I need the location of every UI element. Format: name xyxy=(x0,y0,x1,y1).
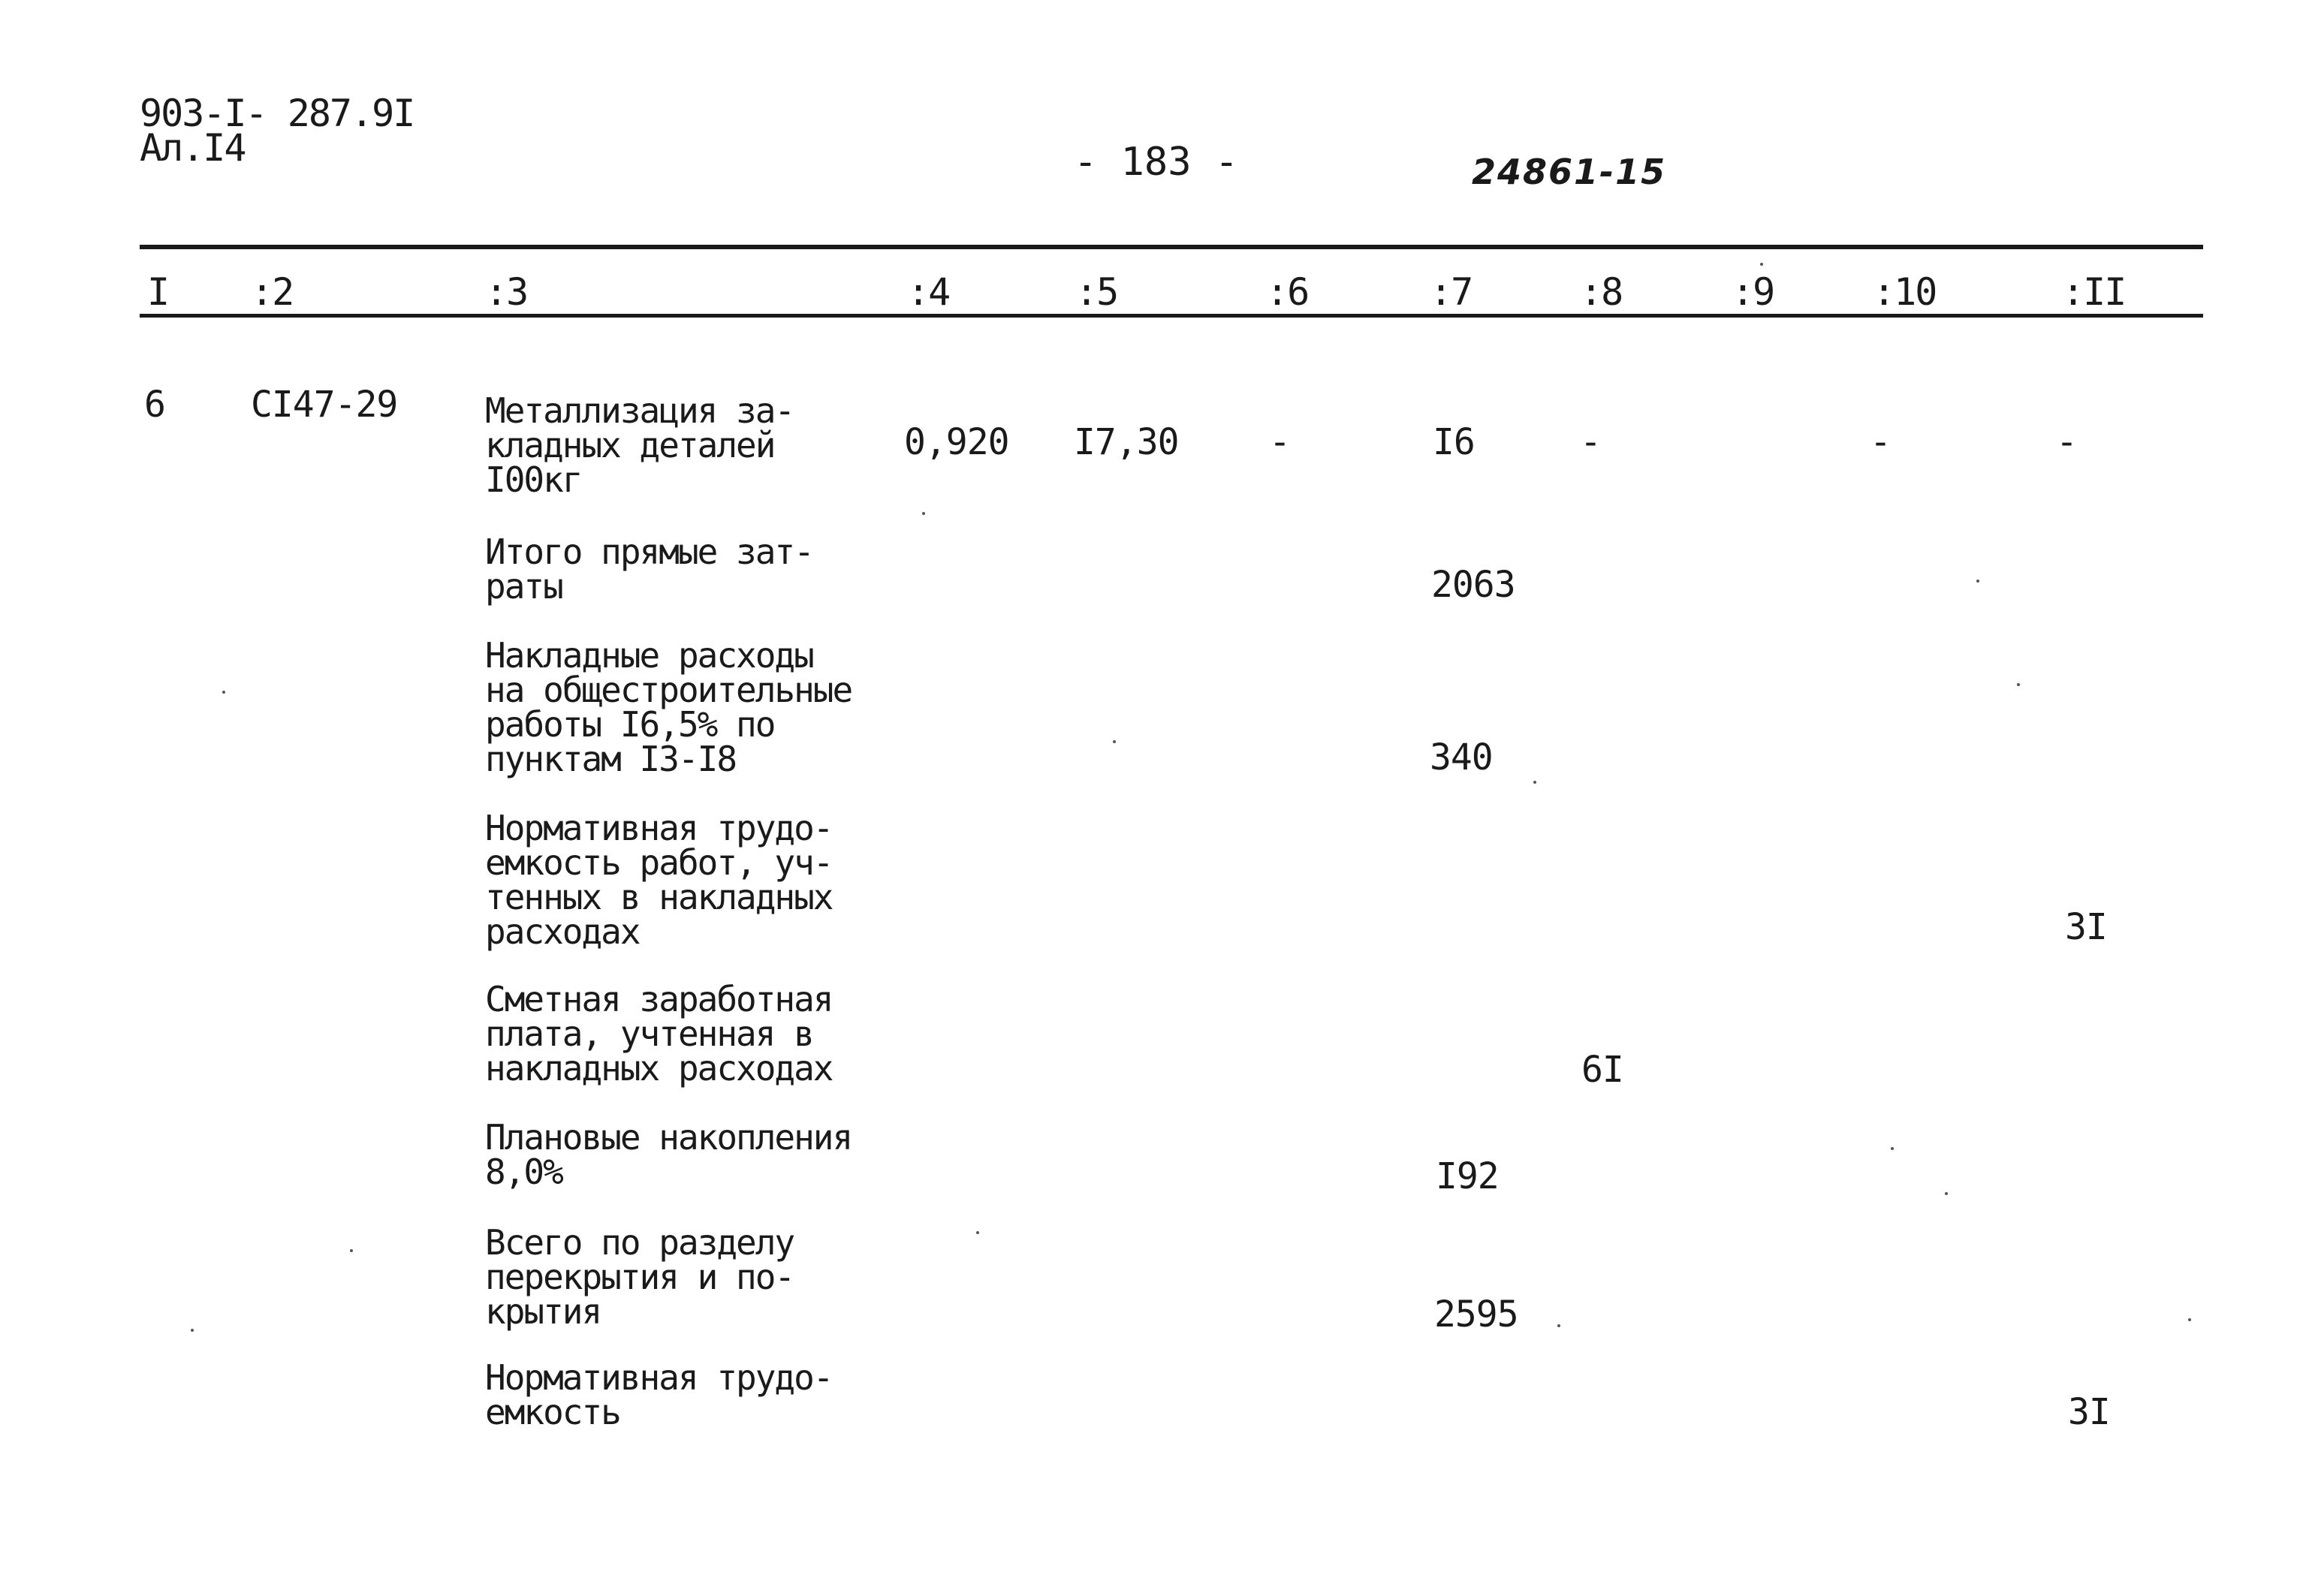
description-line: на общестроительные xyxy=(485,670,852,710)
description-line: перекрытия и по- xyxy=(485,1257,794,1297)
scan-speck xyxy=(1945,1192,1948,1195)
cell-col7: I6 xyxy=(1433,421,1475,463)
column-header-10: :10 xyxy=(1873,270,1937,314)
row-description xyxy=(485,531,906,607)
scan-speck xyxy=(1976,580,1979,583)
cell-col8: 6I xyxy=(1581,1049,1623,1091)
scan-speck xyxy=(1533,781,1536,784)
cell-unit-price: I7,30 xyxy=(1074,421,1179,463)
scan-speck xyxy=(1113,740,1116,743)
row-description xyxy=(485,1117,906,1192)
cell-col6: - xyxy=(1269,421,1290,463)
scan-speck xyxy=(2188,1318,2191,1321)
table-top-rule xyxy=(140,245,2203,249)
description-line: тенных в накладных xyxy=(485,877,833,917)
description-line: крытия xyxy=(485,1291,601,1332)
description-line: Всего по разделу xyxy=(485,1222,794,1263)
description-line: Нормативная трудо- xyxy=(485,1357,833,1398)
description-line: Накладные расходы xyxy=(485,635,813,676)
description-line: Нормативная трудо- xyxy=(485,808,833,848)
cell-col11: 3I xyxy=(2068,1391,2110,1433)
cell-col11: - xyxy=(2056,421,2077,463)
column-header-3: :3 xyxy=(485,270,528,314)
description-line: Сметная заработная xyxy=(485,979,833,1019)
description-line: кладных деталей xyxy=(485,425,775,465)
scan-speck xyxy=(1891,1147,1894,1150)
scan-speck xyxy=(222,691,225,694)
document-code xyxy=(140,92,414,170)
description-line: накладных расходах xyxy=(485,1048,833,1089)
scan-speck xyxy=(976,1231,979,1234)
description-line: плата, учтенная в xyxy=(485,1013,813,1054)
cell-col7: 2063 xyxy=(1431,564,1515,606)
scan-speck xyxy=(922,512,925,515)
scan-speck xyxy=(191,1329,194,1332)
column-header-4: :4 xyxy=(907,270,950,314)
row-description xyxy=(485,979,906,1089)
cell-col10: - xyxy=(1870,421,1891,463)
column-header-7: :7 xyxy=(1430,270,1473,314)
cell-col7: 2595 xyxy=(1434,1293,1518,1336)
scan-speck xyxy=(2017,683,2020,686)
row-number: 6 xyxy=(144,384,165,426)
handwritten-reference: 24861-15 xyxy=(1472,152,1667,192)
description-line: расходах xyxy=(485,911,640,952)
description-line: Итого прямые зат- xyxy=(485,531,813,572)
description-line: Плановые накопления xyxy=(485,1117,852,1158)
column-header-2: :2 xyxy=(251,270,294,314)
cell-quantity: 0,920 xyxy=(904,421,1009,463)
table-header-rule xyxy=(140,314,2203,318)
description-line: 8,0% xyxy=(485,1152,562,1192)
column-header-1: I xyxy=(147,270,169,314)
cell-col8: - xyxy=(1580,421,1601,463)
row-description xyxy=(485,390,906,500)
column-header-11: :II xyxy=(2062,270,2126,314)
scan-speck xyxy=(350,1249,353,1252)
cell-col11: 3I xyxy=(2065,906,2107,948)
document-code-line-2: Ал.I4 xyxy=(140,126,246,170)
cell-col7: I92 xyxy=(1436,1155,1499,1197)
scan-speck xyxy=(1760,263,1763,266)
column-header-5: :5 xyxy=(1075,270,1118,314)
description-line: I00кг xyxy=(485,459,582,500)
row-description xyxy=(485,1357,906,1432)
description-line: емкость xyxy=(485,1392,620,1432)
document-code-line-1: 903-I- 287.9I xyxy=(140,92,414,135)
description-line: емкость работ, уч- xyxy=(485,842,833,883)
row-description xyxy=(485,1222,906,1332)
description-line: пунктам I3-I8 xyxy=(485,739,737,779)
row-description xyxy=(485,808,906,952)
column-header-8: :8 xyxy=(1580,270,1623,314)
description-line: работы I6,5% по xyxy=(485,704,775,745)
description-line: раты xyxy=(485,566,562,607)
row-description xyxy=(485,635,906,779)
row-code: CI47-29 xyxy=(251,384,398,426)
page-number: - 183 - xyxy=(1074,140,1239,185)
description-line: Металлизация за- xyxy=(485,390,794,431)
column-header-9: :9 xyxy=(1732,270,1774,314)
column-header-6: :6 xyxy=(1266,270,1309,314)
scan-speck xyxy=(1557,1324,1560,1327)
cell-col7: 340 xyxy=(1430,736,1493,778)
